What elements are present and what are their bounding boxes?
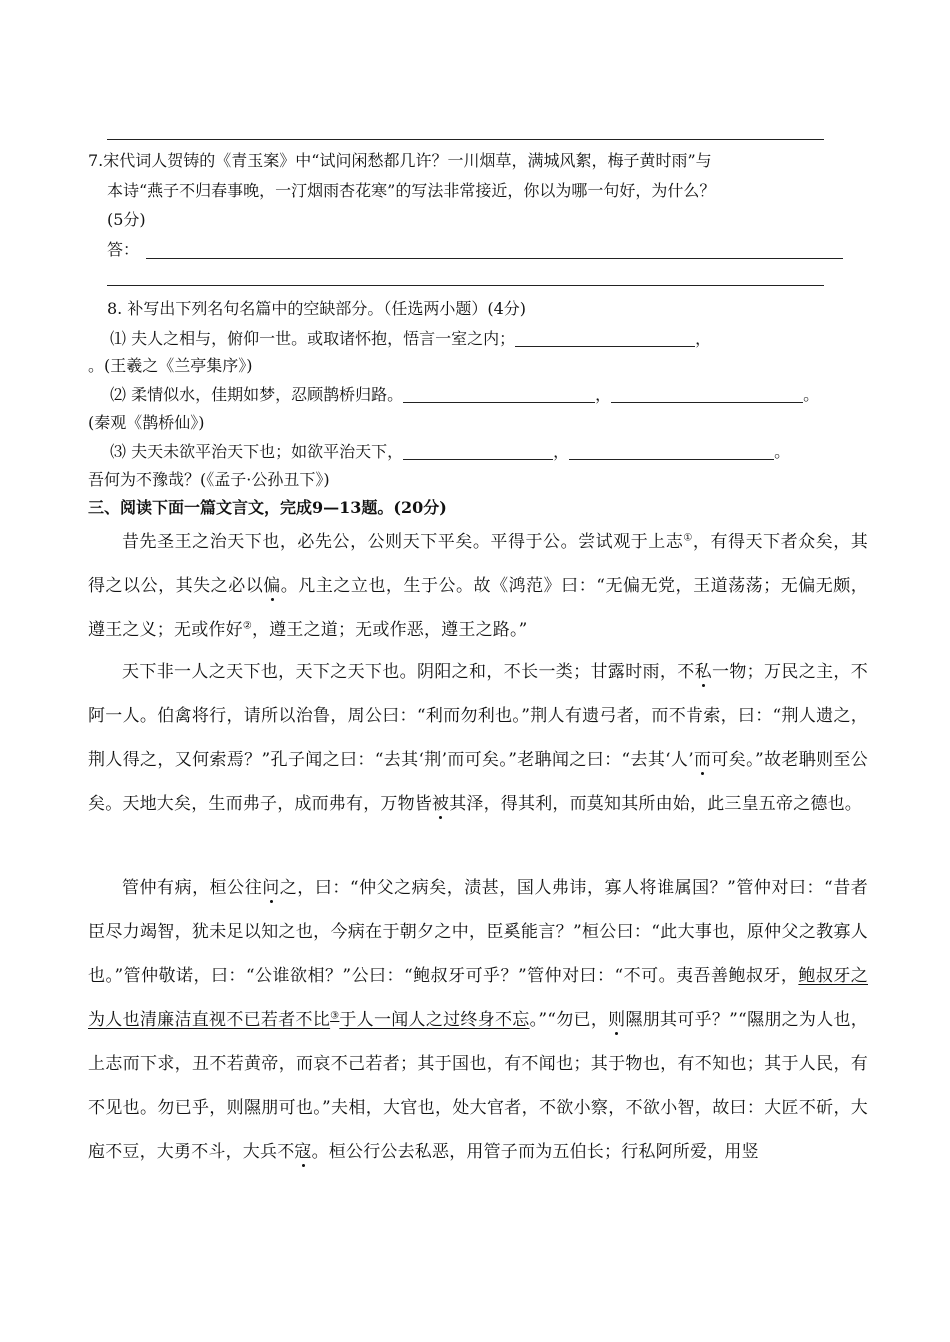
fill-blank[interactable] [569, 443, 774, 460]
punctuation: 。 [803, 385, 820, 404]
footnote-marker: ① [683, 532, 693, 544]
section-heading: 三、阅读下面一篇文言文，完成9—13题。(20分) [88, 498, 447, 517]
emphasized-char: 私 [694, 662, 712, 682]
punctuation: 。 [774, 442, 791, 461]
fill-blank[interactable] [515, 330, 695, 347]
answer-field[interactable] [146, 258, 843, 259]
q8-item-1-source: 。(王羲之《兰亭集序》) [88, 356, 253, 375]
q7-line-2: 本诗“燕子不归春事晚，一汀烟雨杏花寒”的写法非常接近，你以为哪一句好，为什么？ [107, 181, 716, 200]
emphasized-char: 寇 [294, 1142, 312, 1162]
passage-text: 昔先圣王之治天下也，必先公，公则天下平矣。平得于公。尝试观于上志 [122, 532, 684, 552]
passage-text: 。”“勿已， [529, 1010, 609, 1030]
emphasized-char: 被 [432, 794, 450, 814]
q7-line-1: 7.宋代词人贺铸的《青玉案》中“试问闲愁都几许？一川烟草，满城风絮，梅子黄时雨”与 [88, 151, 712, 170]
passage-paragraph-1 [88, 520, 868, 652]
q8-item-2-source: (秦观《鹊桥仙》) [88, 413, 205, 432]
emphasized-char: 则 [608, 1010, 626, 1030]
emphasized-char: 偏 [263, 576, 281, 596]
q7-answer-label: 答： [107, 240, 140, 259]
passage-text: 天下非一人之天下也，天下之天下也。阴阳之和，不长一类；甘露时雨，不 [122, 662, 695, 682]
q8-item-3 [110, 441, 790, 463]
footnote-marker: ② [242, 620, 252, 632]
q8-item-2-text: ⑵ 柔情似水，佳期如梦，忍顾鹊桥归路。 [110, 385, 404, 404]
q8-item-3-source: 吾何为不豫哉？(《孟子·公孙丑下》) [88, 470, 330, 489]
passage-text: ，遵王之道；无或作恶，遵王之路。” [251, 620, 528, 640]
emphasized-char: 问 [262, 878, 280, 898]
underlined-sentence: 鲍叔牙之为人也清廉洁直视不已若者不比 [88, 966, 868, 1030]
passage-text: 一物；万民之主，不阿一人。伯禽将行，请所以治鲁，周公曰：“利而勿利也。”荆人有遗弓者，而不肯索，曰：“荆人遗之，荆人得之，又何索焉？”孔子闻之曰：“去其‘荆’而可矣。”老聃闻之曰：“去其‘人’ [88, 662, 868, 770]
passage-text: 。凡主之立也，生于公。故《鸿范》曰：“无偏无党，王道荡荡；无偏无颇，遵王之义；无或作好 [88, 576, 868, 640]
fill-blank[interactable] [403, 386, 595, 403]
fill-blank[interactable] [611, 386, 803, 403]
q8-title: 8. 补写出下列名句名篇中的空缺部分。（任选两小题）(4分) [107, 299, 527, 318]
passage-paragraph-3 [88, 866, 868, 1174]
q8-item-2 [110, 384, 819, 406]
passage-text: 其泽，得其利，而莫知其所由始，此三皇五帝之德也。 [449, 794, 863, 814]
punctuation: ， [695, 329, 712, 348]
passage-text: ，有得天下者众矣，其得之以公，其失之必以 [88, 532, 868, 596]
passage-text: 隰朋其可乎？”“隰朋之为人也，上志而下求，丑不若黄帝，而哀不己若者；其于国也，有不闻也；其于物也，有不知也；其于人民，有不见也。勿已乎，则隰朋可也。”夫相，大官也，处大官者，不欲小察，不欲小智，故曰：大匠不斫，大庖不豆，大勇不斗，大兵不 [88, 1010, 868, 1162]
punctuation: ， [595, 385, 612, 404]
q8-item-1-text: ⑴ 夫人之相与，俯仰一世。或取诸怀抱，悟言一室之内； [110, 329, 516, 348]
passage-text: 可矣。”故老聃则至公矣。天地大矣，生而弗子，成而弗有，万物皆 [88, 750, 868, 814]
underlined-sentence: 于人一闻人之过终身不忘 [339, 1010, 530, 1030]
answer-field[interactable] [107, 285, 824, 286]
passage-text: 管仲有病，桓公往 [122, 878, 263, 898]
passage-text: 之，曰：“仲父之病矣，渍甚，国人弗讳，寡人将谁属国？”管仲对曰：“昔者臣尽力竭智，犹未足以知之也，今病在于朝夕之中，臣奚能言？”桓公曰：“此大事也，原仲父之教寡人也。”管仲敬诺，曰：“公谁欲相？”公曰：“鲍叔牙可乎？”管仲对曰：“不可。夷吾善鲍叔牙， [88, 878, 868, 986]
footnote-marker: ③ [330, 1010, 340, 1022]
passage-paragraph-2 [88, 650, 868, 826]
q8-item-3-text: ⑶ 夫天未欲平治天下也；如欲平治天下， [110, 442, 404, 461]
q7-score: (5分) [107, 210, 146, 229]
emphasized-char: 而 [693, 750, 712, 770]
answer-line [107, 139, 824, 140]
punctuation: ， [553, 442, 570, 461]
fill-blank[interactable] [403, 443, 553, 460]
passage-text: 。桓公行公去私恶，用管子而为五伯长；行私阿所爱，用竖 [311, 1142, 759, 1162]
q8-item-1 [110, 328, 711, 350]
